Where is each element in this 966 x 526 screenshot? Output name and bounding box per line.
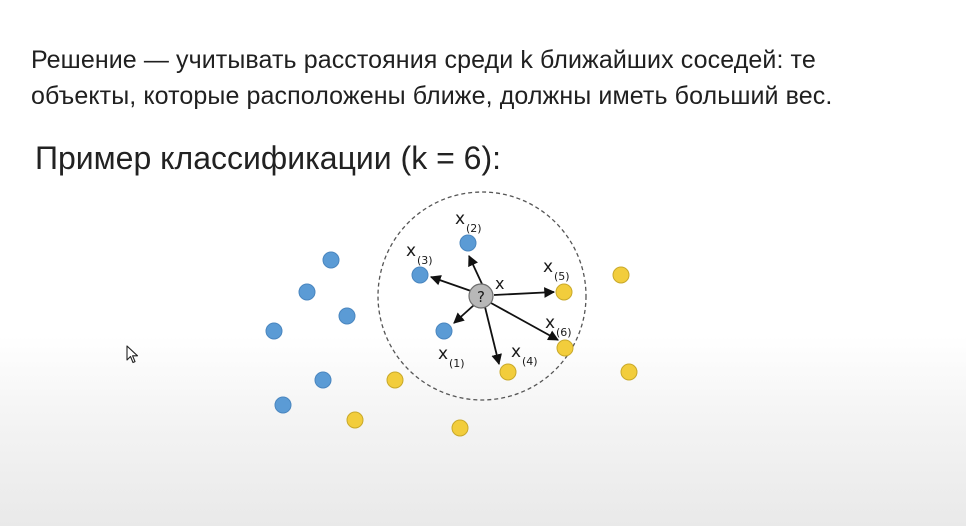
label-x4-index: (4)	[522, 355, 538, 368]
blue-point-x1	[436, 323, 452, 339]
label-x5-index: (5)	[554, 270, 570, 283]
yellow-point-x4	[500, 364, 516, 380]
arrow-to-x4	[485, 307, 499, 364]
body-line-1: Решение — учитывать расстояния среди k ближайших соседей: те	[31, 46, 816, 74]
yellow-point-x5	[556, 284, 572, 300]
mouse-cursor-icon	[126, 345, 140, 365]
label-x5	[543, 257, 570, 283]
body-line-2: объекты, которые расположены ближе, должны иметь больший вес.	[31, 82, 833, 110]
label-x2-index: (2)	[466, 222, 482, 235]
blue-point	[315, 372, 331, 388]
label-x3-base: x	[406, 241, 417, 261]
blue-point-x3	[412, 267, 428, 283]
blue-point	[275, 397, 291, 413]
blue-point-x2	[460, 235, 476, 251]
blue-point	[266, 323, 282, 339]
slide-subtitle: Пример классификации (k = 6):	[35, 140, 501, 176]
neighbor-arrows	[431, 256, 558, 364]
yellow-point	[347, 412, 363, 428]
blue-point	[323, 252, 339, 268]
blue-point	[299, 284, 315, 300]
query-point-label: x	[495, 274, 505, 293]
label-x2	[455, 209, 482, 235]
yellow-point-x6	[557, 340, 573, 356]
label-x3	[406, 241, 433, 267]
label-x4	[511, 342, 538, 368]
blue-point	[339, 308, 355, 324]
yellow-point	[387, 372, 403, 388]
label-x6-base: x	[545, 313, 556, 333]
arrow-to-x2	[469, 256, 482, 284]
label-x1-index: (1)	[449, 357, 465, 370]
label-x5-base: x	[543, 257, 554, 277]
arrow-to-x3	[431, 277, 471, 291]
label-x1-base: x	[438, 344, 449, 364]
label-x3-index: (3)	[417, 254, 433, 267]
label-x2-base: x	[455, 209, 466, 229]
yellow-point	[613, 267, 629, 283]
label-x6-index: (6)	[556, 326, 572, 339]
yellow-point	[621, 364, 637, 380]
arrow-to-x1	[454, 305, 474, 323]
yellow-point	[452, 420, 468, 436]
blue-class-points	[266, 235, 476, 413]
query-point-symbol: ?	[477, 288, 485, 306]
label-x4-base: x	[511, 342, 522, 362]
label-x1	[438, 344, 465, 370]
